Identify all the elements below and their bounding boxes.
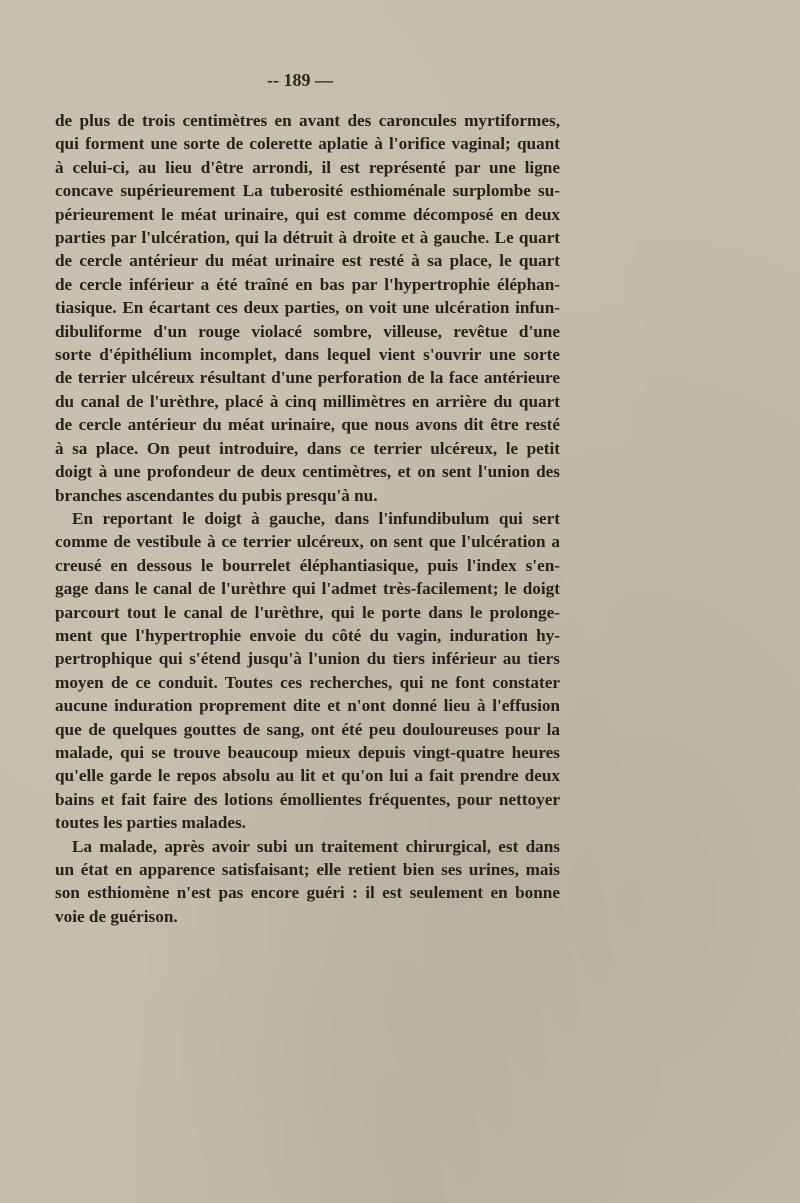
- text-line: un état en apparence satisfaisant; elle retient bien ses urines, mais: [55, 860, 560, 879]
- text-line: En reportant le doigt à gauche, dans l'infundibulum qui sert: [72, 508, 560, 528]
- text-line: aucune induration proprement dite et n'ont donné lieu à l'effusion: [55, 696, 560, 716]
- text-line: de cercle inférieur a été traîné en bas par l'hypertrophie éléphan-: [55, 274, 560, 294]
- text-line: ment que l'hypertrophie envoie du côté du vagin, induration hy-: [55, 625, 560, 645]
- text-line: sorte d'épithélium incomplet, dans lequel vient s'ouvrir une sorte: [55, 345, 560, 365]
- text-line: de plus de trois centimètres en avant des caroncules myrtiformes,: [55, 111, 560, 130]
- text-line: parcourt tout le canal de l'urèthre, qui le porte dans le prolonge-: [55, 602, 560, 622]
- paragraph-2: [55, 507, 560, 835]
- text-line: toutes les parties malades.: [55, 813, 246, 833]
- text-line: qui forment une sorte de colerette aplatie à l'orifice vaginal; quant: [55, 134, 560, 154]
- text-line: malade, qui se trouve beaucoup mieux depuis vingt-quatre heures: [55, 742, 560, 762]
- text-line: du canal de l'urèthre, placé à cinq millimètres en arrière du quart: [55, 391, 560, 411]
- paragraph-3: [55, 835, 560, 929]
- text-line: parties par l'ulcération, qui la détruit à droite et à gauche. Le quart: [55, 228, 560, 248]
- text-line: à sa place. On peut introduire, dans ce terrier ulcéreux, le petit: [55, 438, 560, 458]
- text-line: tiasique. En écartant ces deux parties, on voit une ulcération infun-: [55, 298, 560, 318]
- page-number: -- 189 —: [267, 70, 333, 90]
- text-line: concave supérieurement La tuberosité esthioménale surplombe su-: [55, 181, 560, 201]
- text-line: de terrier ulcéreux résultant d'une perforation de la face antérieure: [55, 368, 560, 388]
- text-line: voie de guérison.: [55, 906, 178, 926]
- text-line: qu'elle garde le repos absolu au lit et qu'on lui a fait prendre deux: [55, 766, 560, 786]
- text-line: son esthiomène n'est pas encore guéri : il est seulement en bonne: [55, 883, 560, 903]
- text-line: gage dans le canal de l'urèthre qui l'admet très-facilement; le doigt: [55, 579, 560, 599]
- text-line: La malade, après avoir subi un traitement chirurgical, est dans: [72, 836, 560, 856]
- text-line: comme de vestibule à ce terrier ulcéreux, on sent que l'ulcération a: [55, 532, 560, 552]
- text-line: moyen de ce conduit. Toutes ces recherches, qui ne font constater: [55, 672, 560, 692]
- text-line: de cercle antérieur du méat urinaire, que nous avons dit être resté: [55, 415, 560, 435]
- text-line: de cercle antérieur du méat urinaire est resté à sa place, le quart: [55, 251, 560, 271]
- text-line: doigt à une profondeur de deux centimètres, et on sent l'union des: [55, 462, 560, 482]
- text-line: bains et fait faire des lotions émollientes fréquentes, pour nettoyer: [55, 789, 560, 809]
- text-line: branches ascendantes du pubis presqu'à nu.: [55, 485, 378, 505]
- body-text: [55, 109, 560, 928]
- text-line: à celui-ci, au lieu d'être arrondi, il est représenté par une ligne: [55, 157, 560, 177]
- text-line: dibuliforme d'un rouge violacé sombre, villeuse, revêtue d'une: [55, 321, 560, 341]
- text-line: creusé en dessous le bourrelet éléphantiasique, puis l'index s'en-: [55, 555, 560, 575]
- text-line: périeurement le méat urinaire, qui est comme décomposé en deux: [55, 204, 560, 224]
- text-line: que de quelques gouttes de sang, ont été peu douloureuses pour la: [55, 719, 560, 739]
- text-line: pertrophique qui s'étend jusqu'à l'union du tiers inférieur au tiers: [55, 649, 560, 669]
- paragraph-1: [55, 109, 560, 507]
